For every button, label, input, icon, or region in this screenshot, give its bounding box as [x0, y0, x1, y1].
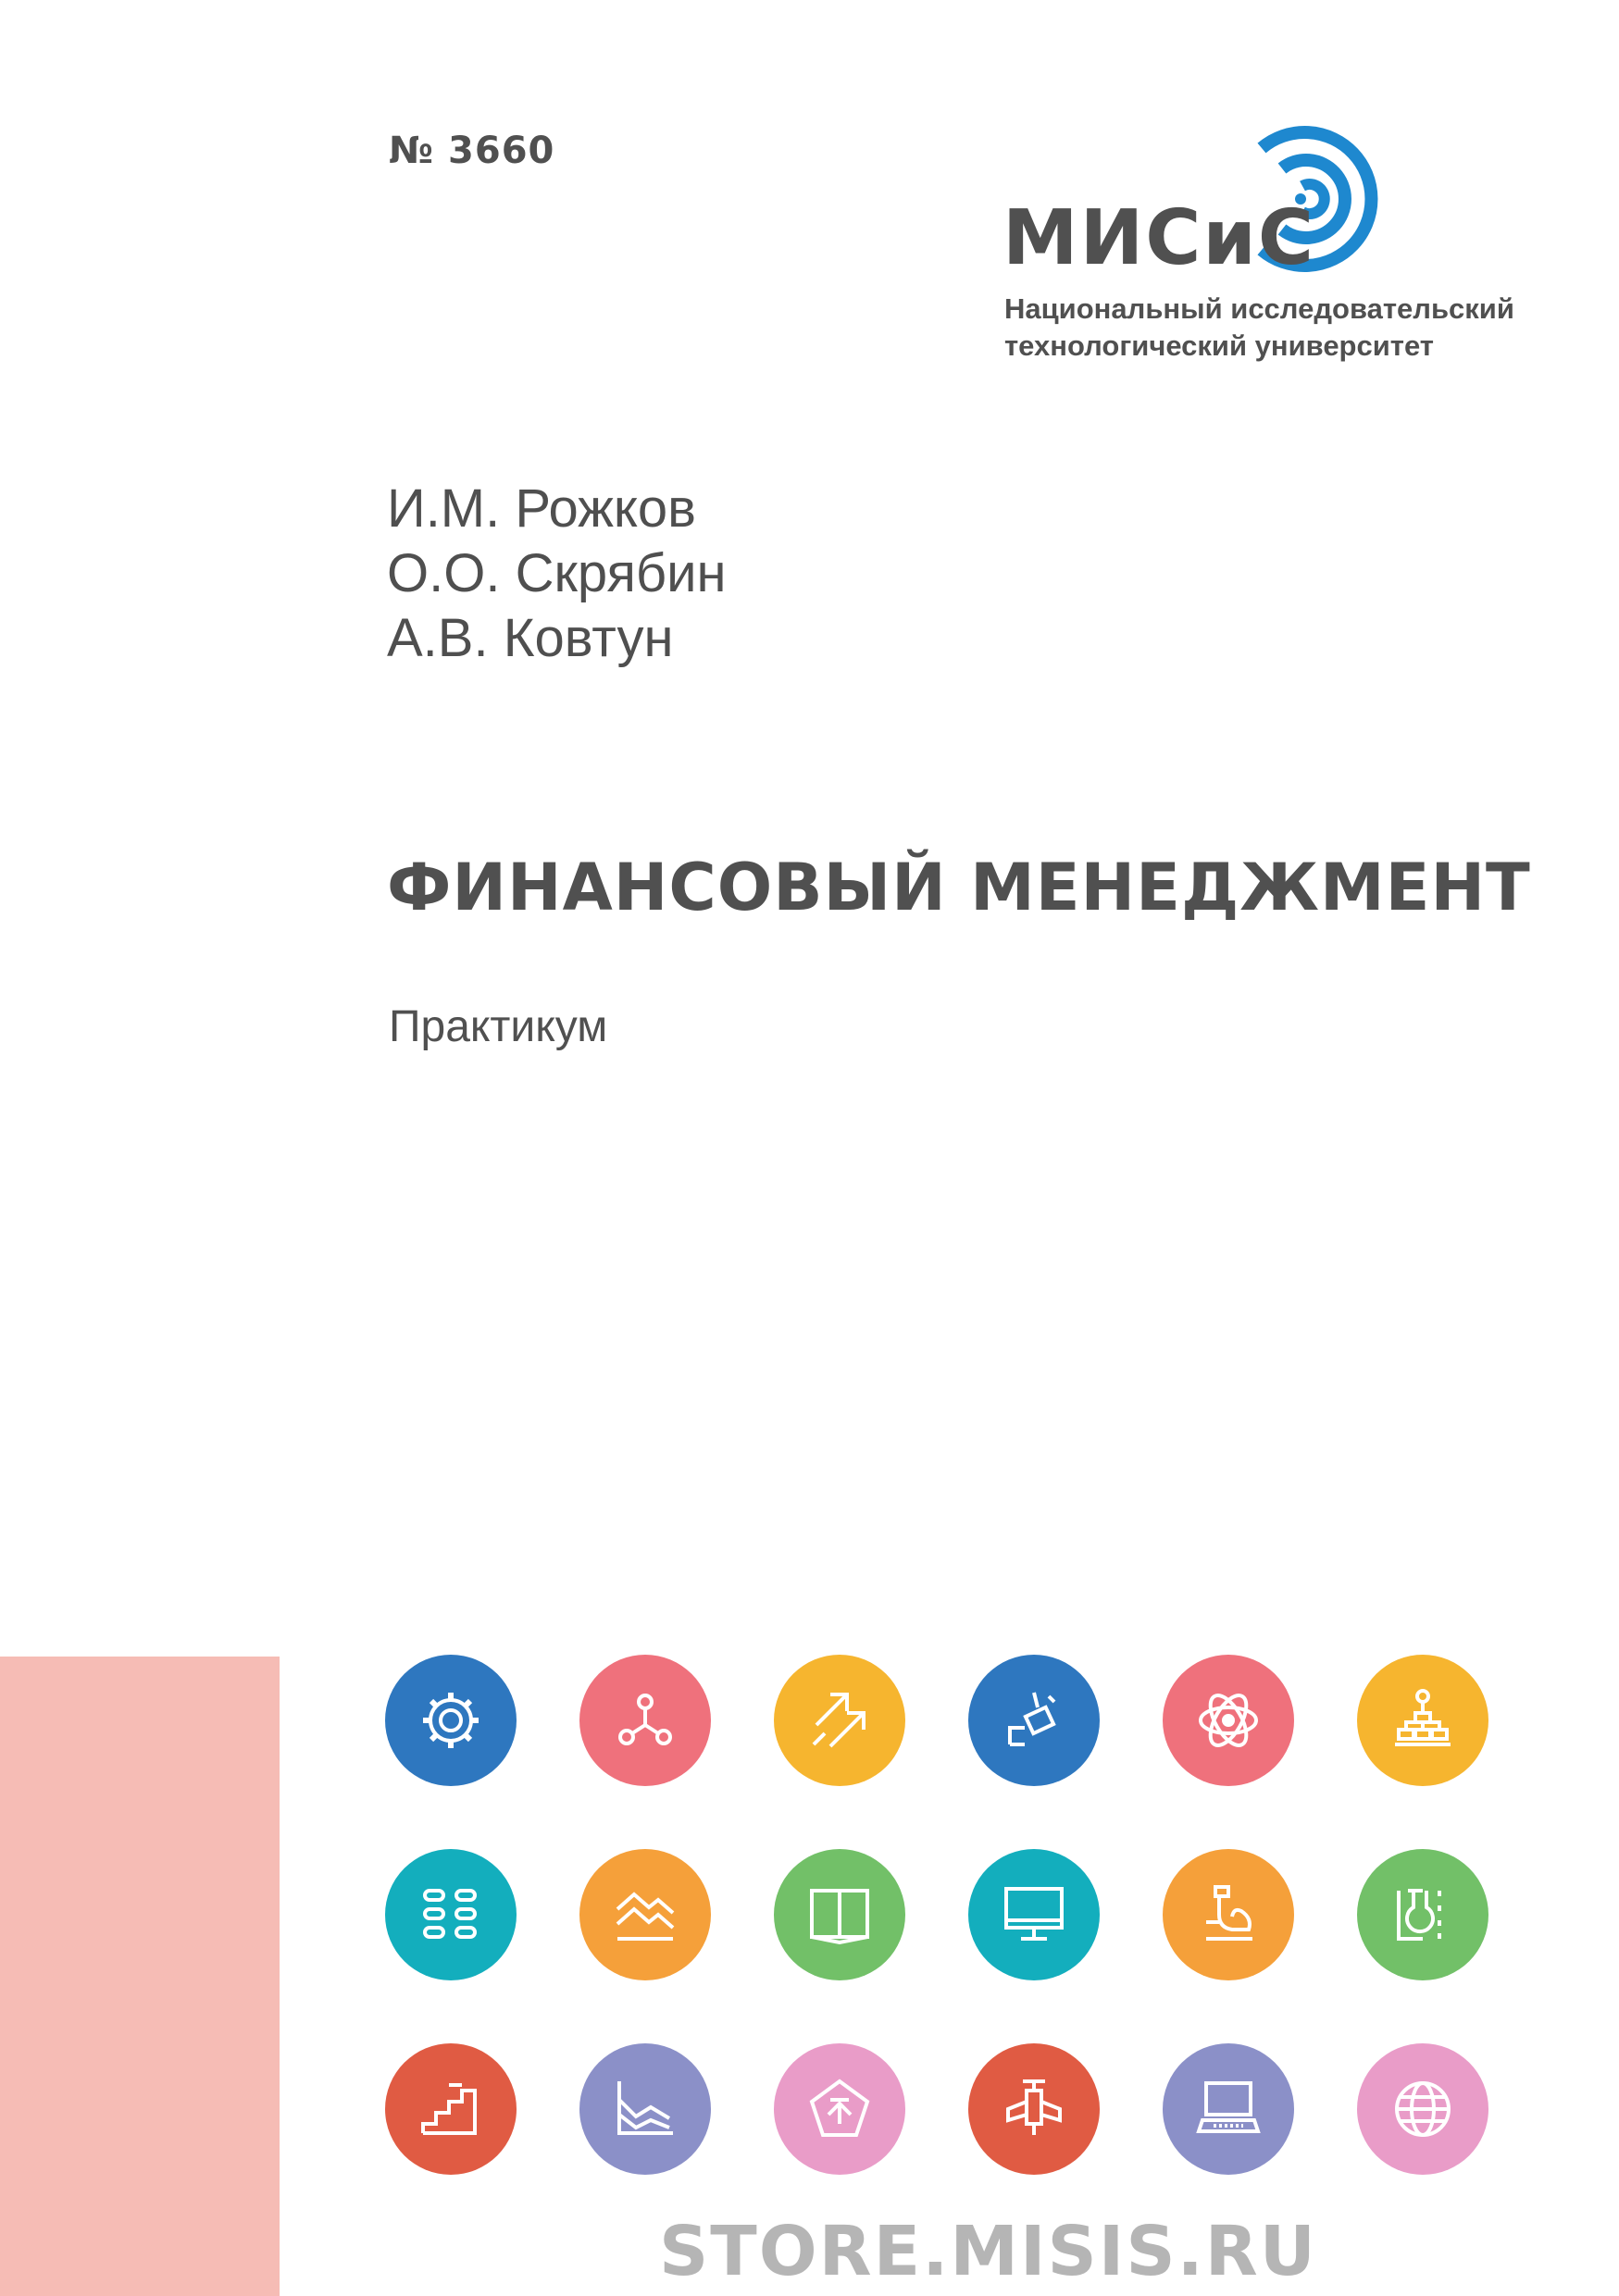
- publication-number: № 3660: [389, 130, 555, 172]
- logo-tagline-line1: Национальный исследовательский: [1004, 292, 1514, 325]
- decorative-side-band: [0, 1657, 280, 2296]
- author-name: А.В. Ковтун: [387, 608, 674, 668]
- gear-icon: [385, 1655, 517, 1786]
- logo-tagline: [1004, 291, 1514, 365]
- pentagon-icon: [774, 2043, 905, 2175]
- author-list: [387, 477, 727, 671]
- crane-icon: [968, 1655, 1100, 1786]
- monitor-icon: [968, 1849, 1100, 1980]
- stairs-icon: [385, 2043, 517, 2175]
- line-chart-icon: [579, 2043, 711, 2175]
- molecule-icon: [579, 1655, 711, 1786]
- author-name: О.О. Скрябин: [387, 543, 727, 603]
- mountains-icon: [579, 1849, 711, 1980]
- hierarchy-icon: [1357, 1655, 1488, 1786]
- globe-icon: [1357, 2043, 1488, 2175]
- atom-icon: [1163, 1655, 1294, 1786]
- flask-icon: [1357, 1849, 1488, 1980]
- arrows-icon: [774, 1655, 905, 1786]
- abacus-icon: [385, 1849, 517, 1980]
- logo-tagline-line2: технологический университет: [1004, 329, 1434, 362]
- book-title: ФИНАНСОВЫЙ МЕНЕДЖМЕНТ: [387, 850, 1531, 925]
- satellite-icon: [968, 2043, 1100, 2175]
- logo-name: МИСиС: [1003, 194, 1316, 282]
- store-url-link[interactable]: STORE.MISIS.RU: [659, 2212, 1317, 2291]
- book-subtitle: Практикум: [389, 1002, 608, 1051]
- book-icon: [774, 1849, 905, 1980]
- laptop-icon: [1163, 2043, 1294, 2175]
- microscope-icon: [1163, 1849, 1294, 1980]
- author-name: И.М. Рожков: [387, 478, 696, 539]
